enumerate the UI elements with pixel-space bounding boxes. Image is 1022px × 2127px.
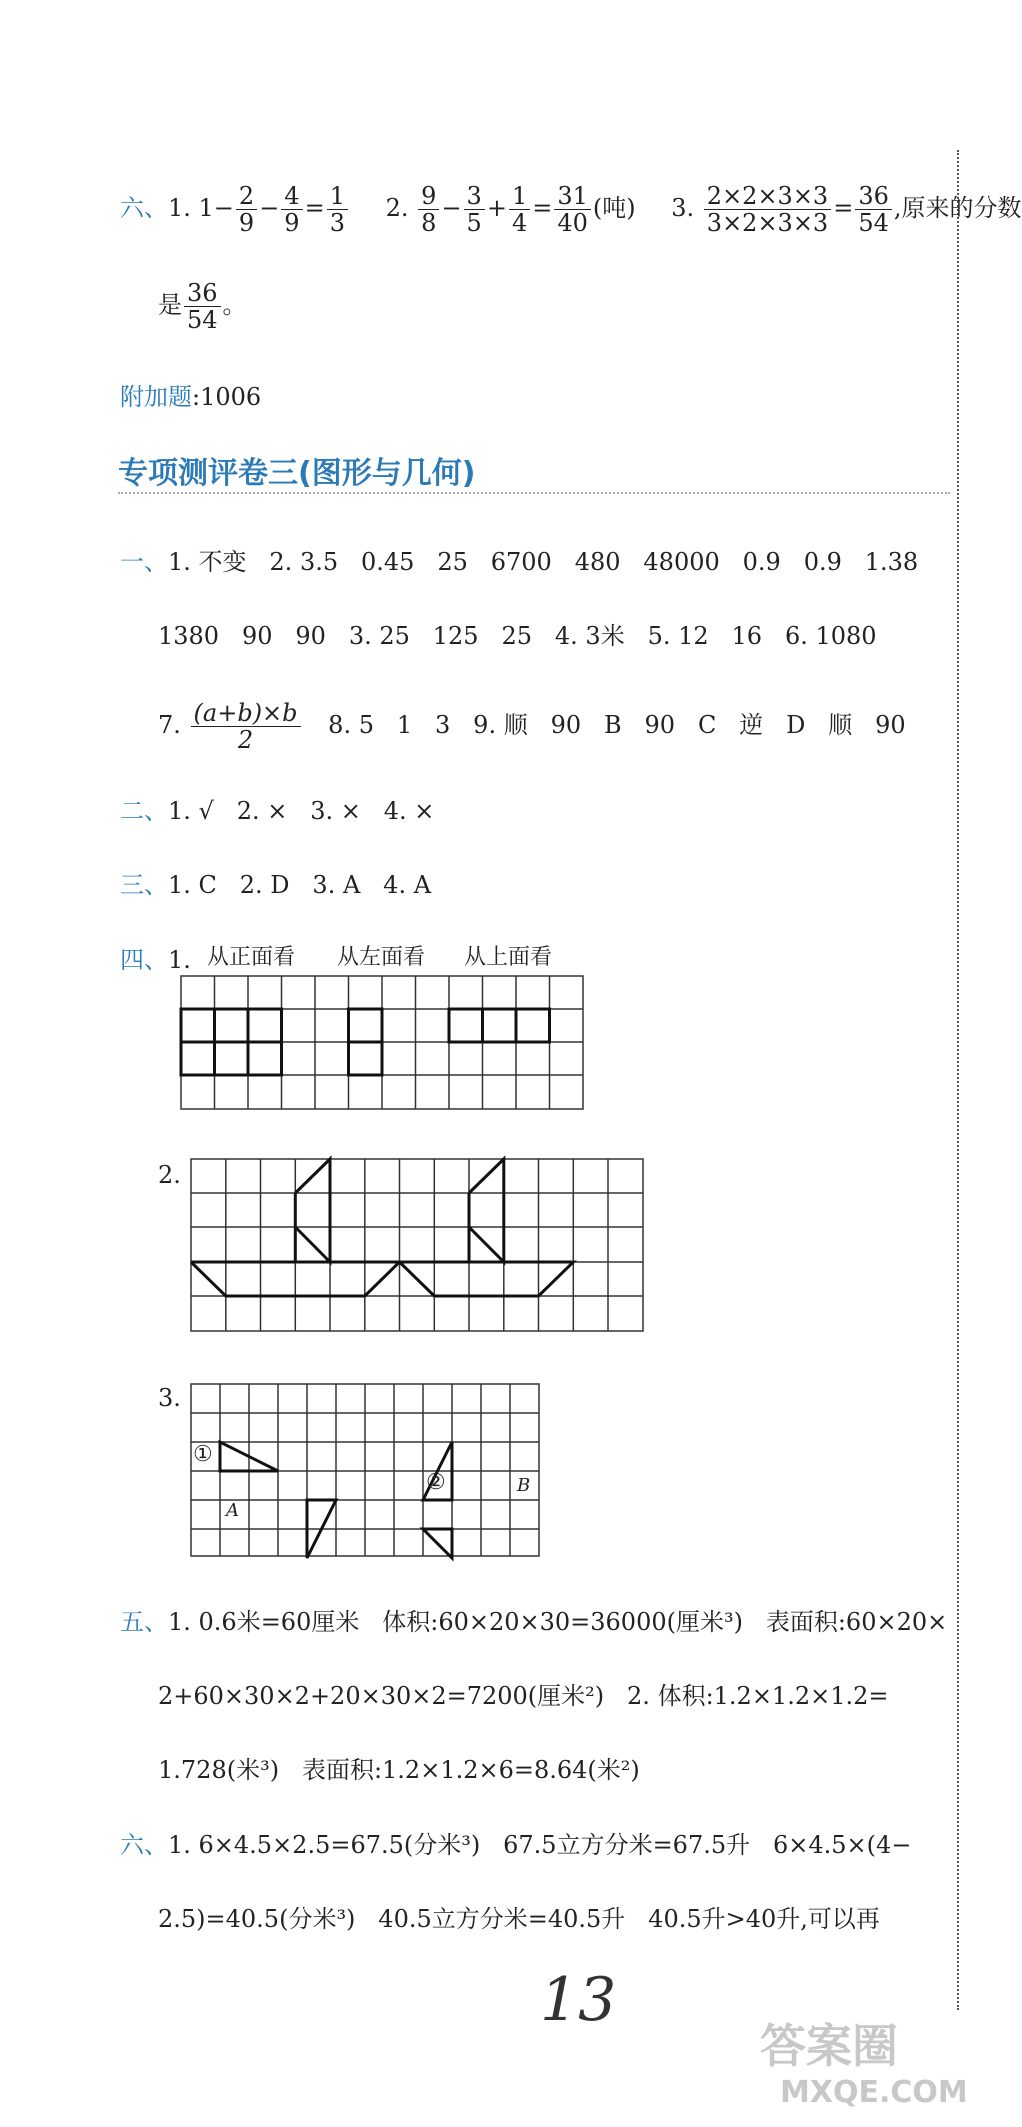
sec2-line <box>120 796 434 826</box>
sec1-line2: 1380 90 90 3. 25 125 25 4. 3米 5. 12 16 6. 1080 <box>158 622 877 650</box>
page-number: 13 <box>540 1965 617 2035</box>
q2-prefix: 2. <box>385 194 409 222</box>
fraction: $\frac{36}{54}$ <box>184 280 221 333</box>
fraction: $\frac{(a+b)\times b}{2}$ <box>191 700 301 753</box>
circle-two: ② <box>426 1470 446 1495</box>
sec5-label: 五、 <box>120 1608 168 1636</box>
circle-one: ① <box>193 1442 213 1467</box>
sec6-line2: 2.5)=40.5(分米³) 40.5立方分米=40.5升 40.5升>40升,可以再 <box>158 1905 880 1933</box>
sec6-text1: 1. 6×4.5×2.5=67.5(分米³) 67.5立方分米=67.5升 6×4.5×(4− <box>168 1831 912 1859</box>
q1-prefix: 1. 1− <box>168 194 234 222</box>
view-label-front: 从正面看 <box>207 945 296 970</box>
sec6-top-line2: 是 $\frac{36}{54}$ 。 <box>158 279 247 334</box>
sec6-line1 <box>120 1830 911 1860</box>
fraction: $\frac{2\times 2\times 3\times 3}{3\times 2\times 3\times 3}$ <box>704 183 831 236</box>
sec3-line <box>120 870 431 900</box>
bonus-line <box>120 382 261 412</box>
sec3-text: 1. C 2. D 3. A 4. A <box>168 871 432 899</box>
sec5-line3: 1.728(米³) 表面积:1.2×1.2×6=8.64(米²) <box>158 1756 640 1784</box>
sec1-line3: 7. $\frac{(a+b)\times b}{2}$ 8. 5 1 3 9. 顺 90 B 90 C 逆 D 顺 90 <box>158 699 906 754</box>
sec3-label: 三、 <box>120 871 168 899</box>
sec5-line1 <box>120 1607 947 1637</box>
fraction: $\frac{31}{40}$ <box>554 183 591 236</box>
rotation-grid <box>190 1383 542 1559</box>
sec2-label: 二、 <box>120 797 168 825</box>
view-label-left: 从左面看 <box>337 945 426 970</box>
fraction: $\frac{36}{54}$ <box>855 183 892 236</box>
sec5-text1: 1. 0.6米=60厘米 体积:60×20×30=36000(厘米³) 表面积:60×20× <box>168 1608 948 1636</box>
fraction: $\frac{2}{9}$ <box>236 183 257 236</box>
views-grid <box>180 975 586 1111</box>
sec1-label: 一、 <box>120 548 168 576</box>
symmetry-grid <box>190 1158 646 1334</box>
sec6-top-line1: 六、1. 1− $\frac{2}{9}$ − $\frac{4}{9}$ = $\frac{1}{3}$ 2. $\frac{9}{8}$ − $\frac{3}{5}$ + $\frac{1}{4}$ = $\frac{31}{40}$ (吨) 3. $\frac{2\times 2\times 3\times 3}{3\times 2\times 3\times 3}$ = $\frac{36}{54}$ ,原来的分数 <box>120 182 1022 237</box>
sec4-q2: 2. <box>158 1161 181 1189</box>
margin-dotted-line <box>957 150 959 2010</box>
title-rule <box>118 492 950 494</box>
sec6-label: 六、 <box>120 1831 168 1859</box>
watermark-logo: 答案圈 <box>760 2019 898 2073</box>
fraction: $\frac{9}{8}$ <box>418 183 439 236</box>
view-label-top: 从上面看 <box>464 945 553 970</box>
sec1-text1: 1. 不变 2. 3.5 0.45 25 6700 480 48000 0.9 0.9 1.38 <box>168 548 919 576</box>
watermark-url: MXQE.COM <box>780 2075 968 2110</box>
sec4-line <box>120 945 191 975</box>
bonus-value: :1006 <box>192 383 262 411</box>
fraction: $\frac{1}{3}$ <box>327 183 348 236</box>
section-title: 专项测评卷三(图形与几何) <box>118 456 476 491</box>
sec2-text: 1. √ 2. × 3. × 4. × <box>168 797 435 825</box>
fraction: $\frac{1}{4}$ <box>509 183 530 236</box>
fraction: $\frac{3}{5}$ <box>464 183 485 236</box>
point-b: B <box>517 1475 531 1496</box>
fraction: $\frac{4}{9}$ <box>281 183 302 236</box>
bonus-label: 附加题 <box>120 383 192 411</box>
point-a: A <box>226 1500 239 1521</box>
sec5-line2: 2+60×30×2+20×30×2=7200(厘米²) 2. 体积:1.2×1.2×1.2= <box>158 1682 889 1710</box>
sec4-q3: 3. <box>158 1384 181 1412</box>
sec4-label: 四、 <box>120 946 168 974</box>
sec1-line1 <box>120 547 918 577</box>
q3-prefix: 3. <box>671 194 695 222</box>
sec4-q1: 1. <box>168 946 191 974</box>
sec6-top-label: 六、 <box>120 194 168 222</box>
